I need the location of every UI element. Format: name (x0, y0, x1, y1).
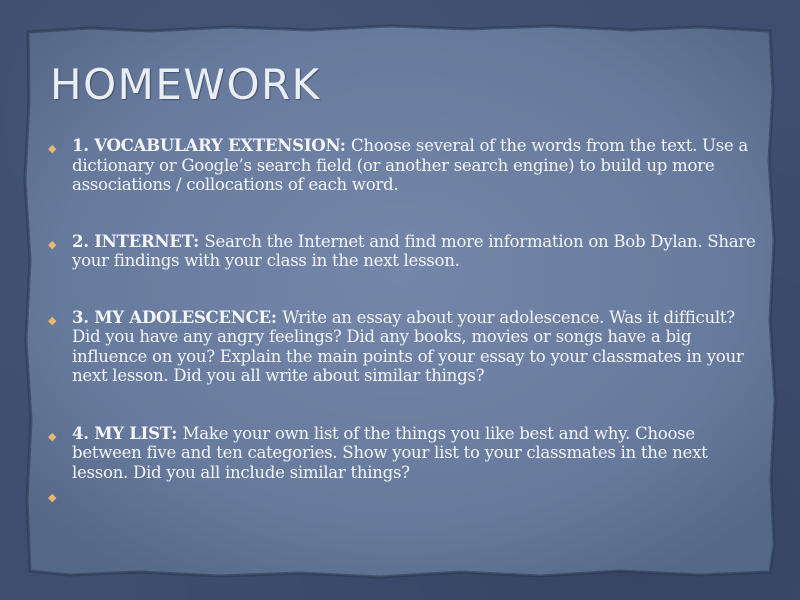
item-text: Make your own list of the things you like best and why. Choose between five and ten categories. Show your list to your classmates in the next lesson. Did you all include similar things? (72, 423, 708, 482)
item-text: Choose several of the words from the text. Use a dictionary or Google’s search field (or another search engine) to build up more associations / collocations of each word. (72, 136, 749, 194)
item-text: Search the Internet and find more information on Bob Dylan. Share your findings with your class in the next lesson. (72, 231, 756, 270)
slide-title: HOMEWORK (50, 60, 321, 109)
list-item (48, 136, 760, 195)
item-heading: 1. VOCABULARY EXTENSION: (72, 135, 352, 155)
item-heading: 2. INTERNET: (72, 230, 205, 251)
item-heading: 4. MY LIST: (72, 422, 183, 443)
list-item (48, 424, 760, 483)
item-heading: 3. MY ADOLESCENCE: (72, 306, 283, 327)
diamond-bullet-icon: ◆ (48, 491, 57, 504)
homework-list (48, 136, 760, 505)
list-item (48, 232, 760, 271)
diamond-bullet-icon: ◆ (48, 142, 57, 155)
list-item-empty (48, 485, 760, 505)
list-item (48, 308, 760, 386)
diamond-bullet-icon: ◆ (48, 313, 57, 327)
item-text: Write an essay about your adolescence. Was it difficult? Did you have any angry feelings? Did any books, movies or songs have a big influence on you? Explain the main points of your essay to your classmates in your next lesson. Did you all write about similar things? (72, 307, 744, 385)
diamond-bullet-icon: ◆ (48, 429, 57, 443)
diamond-bullet-icon: ◆ (48, 237, 57, 251)
